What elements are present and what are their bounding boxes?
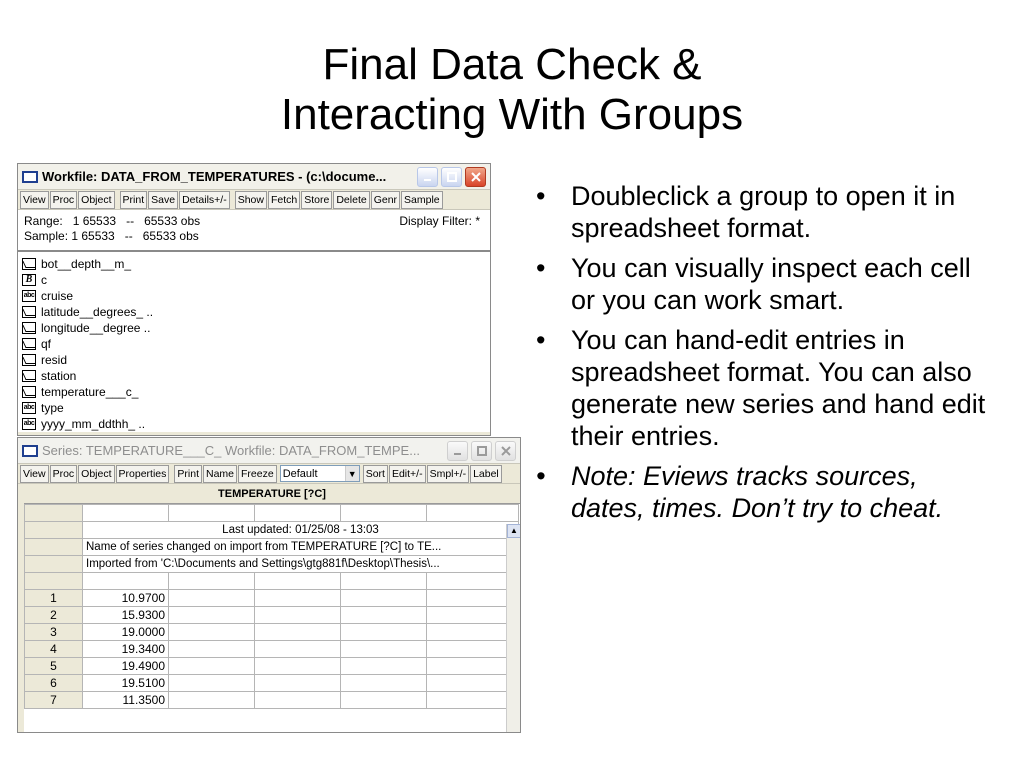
chevron-down-icon: ▼	[345, 466, 359, 481]
slide-title-line-2: Interacting With Groups	[280, 90, 744, 139]
table-cell[interactable]	[427, 658, 519, 675]
value-cell[interactable]: 15.9300	[83, 607, 169, 624]
list-item[interactable]	[22, 320, 486, 336]
alpha-icon: abc	[22, 402, 36, 414]
series-title: Series: TEMPERATURE___C_ Workfile: DATA_FROM_TEMPE...	[42, 443, 421, 458]
table-row	[25, 539, 519, 556]
table-cell[interactable]	[255, 658, 341, 675]
table-row	[25, 573, 519, 590]
close-button[interactable]	[465, 167, 486, 187]
list-item[interactable]	[22, 304, 486, 320]
name-button[interactable]: Name	[203, 465, 237, 483]
table-row	[25, 692, 519, 709]
table-cell[interactable]	[341, 692, 427, 709]
table-cell[interactable]	[255, 624, 341, 641]
view-button[interactable]: View	[20, 191, 49, 209]
series-icon	[22, 370, 36, 382]
table-cell[interactable]	[255, 505, 341, 522]
list-item-label: qf	[41, 337, 52, 351]
list-item-label: latitude__degrees_ ..	[41, 305, 154, 319]
sort-button[interactable]: Sort	[363, 465, 388, 483]
value-cell[interactable]: 19.0000	[83, 624, 169, 641]
sample-select[interactable]	[280, 465, 360, 482]
import-source-cell[interactable]: Imported from 'C:\Documents and Settings\gtg881f\Desktop\Thesis\...	[83, 556, 519, 573]
table-cell[interactable]	[255, 641, 341, 658]
value-cell[interactable]: 11.3500	[83, 692, 169, 709]
row-number[interactable]: 7	[25, 692, 83, 709]
list-item[interactable]	[22, 352, 486, 368]
workfile-title: Workfile: DATA_FROM_TEMPERATURES - (c:\docume...	[42, 169, 387, 184]
alpha-icon: abc	[22, 290, 36, 302]
table-cell[interactable]	[341, 607, 427, 624]
maximize-button[interactable]	[471, 441, 492, 461]
maximize-button[interactable]	[441, 167, 462, 187]
series-icon	[22, 338, 36, 350]
table-cell[interactable]	[255, 675, 341, 692]
proc-button[interactable]: Proc	[50, 465, 78, 483]
close-button[interactable]	[495, 441, 516, 461]
value-cell[interactable]: 19.5100	[83, 675, 169, 692]
table-cell[interactable]	[169, 573, 255, 590]
list-item-label: longitude__degree ..	[41, 321, 151, 335]
table-row	[25, 607, 519, 624]
table-cell[interactable]	[169, 505, 255, 522]
object-button[interactable]: Object	[78, 465, 114, 483]
list-item[interactable]	[22, 288, 486, 304]
list-item-label: resid	[41, 353, 68, 367]
table-cell[interactable]	[169, 675, 255, 692]
slide-title-line-1: Final Data Check &	[322, 40, 702, 89]
list-item-label: bot__depth__m_	[41, 257, 132, 271]
table-cell[interactable]	[169, 658, 255, 675]
list-item-label: c	[41, 273, 47, 287]
properties-button[interactable]: Properties	[116, 465, 170, 483]
close-icon	[501, 446, 511, 456]
table-cell[interactable]	[341, 624, 427, 641]
value-cell[interactable]: 19.4900	[83, 658, 169, 675]
table-cell[interactable]	[427, 505, 519, 522]
table-cell[interactable]	[169, 607, 255, 624]
list-item[interactable]	[22, 256, 486, 272]
store-button[interactable]: Store	[301, 191, 332, 209]
object-button[interactable]: Object	[78, 191, 114, 209]
display-filter[interactable]: Display Filter: *	[399, 214, 480, 228]
table-cell[interactable]	[341, 641, 427, 658]
window-icon	[22, 445, 38, 457]
row-number[interactable]: 1	[25, 590, 83, 607]
list-item[interactable]	[22, 368, 486, 384]
alpha-icon: abc	[22, 418, 36, 430]
table-cell[interactable]	[83, 505, 169, 522]
table-cell[interactable]	[255, 590, 341, 607]
table-cell[interactable]	[169, 624, 255, 641]
window-icon	[22, 171, 38, 183]
list-item-label: type	[41, 401, 64, 415]
row-header	[25, 539, 83, 556]
spreadsheet-table	[24, 504, 519, 709]
sample-text: Sample: 1 65533 -- 65533 obs	[24, 229, 199, 243]
table-row	[25, 522, 519, 539]
table-cell[interactable]	[427, 692, 519, 709]
series-toolbar	[18, 464, 520, 484]
table-cell[interactable]	[427, 675, 519, 692]
list-item[interactable]	[22, 272, 486, 288]
bullet-item: • Doubleclick a group to open it in spreadsheet format.	[528, 180, 998, 244]
view-button[interactable]: View	[20, 465, 49, 483]
range-text: Range: 1 65533 -- 65533 obs	[24, 214, 201, 228]
spreadsheet-grid	[24, 504, 520, 733]
series-window	[17, 437, 521, 733]
sample-select-value: Default	[282, 467, 318, 480]
list-item-label: cruise	[41, 289, 74, 303]
minimize-button[interactable]	[447, 441, 468, 461]
table-cell[interactable]	[169, 692, 255, 709]
minimize-icon	[453, 446, 463, 456]
row-header	[25, 522, 83, 539]
sample-button[interactable]: Sample	[401, 191, 443, 209]
value-cell[interactable]: 10.9700	[83, 590, 169, 607]
table-row	[25, 556, 519, 573]
list-item-label: station	[41, 369, 77, 383]
vertical-scrollbar[interactable]	[506, 524, 520, 733]
genr-button[interactable]: Genr	[371, 191, 400, 209]
scalar-icon: B	[22, 274, 36, 286]
table-cell[interactable]	[169, 590, 255, 607]
table-cell[interactable]	[427, 590, 519, 607]
table-row	[25, 505, 519, 522]
bullet-item: • Note: Eviews tracks sources, dates, times. Don’t try to cheat.	[528, 460, 998, 524]
minimize-button[interactable]	[417, 167, 438, 187]
series-icon	[22, 354, 36, 366]
rename-note-cell[interactable]: Name of series changed on import from TEMPERATURE [?C] to TE...	[83, 539, 519, 556]
save-button[interactable]: Save	[148, 191, 178, 209]
workfile-toolbar	[18, 190, 490, 210]
table-cell[interactable]	[341, 658, 427, 675]
table-cell[interactable]	[341, 590, 427, 607]
list-item[interactable]	[22, 336, 486, 352]
maximize-icon	[447, 172, 457, 182]
list-item[interactable]	[22, 400, 486, 416]
table-row	[25, 658, 519, 675]
workfile-object-list	[18, 252, 490, 432]
table-cell[interactable]	[427, 641, 519, 658]
table-row	[25, 675, 519, 692]
workfile-titlebar[interactable]	[18, 164, 490, 190]
row-header	[25, 573, 83, 590]
row-header	[25, 505, 83, 522]
row-number[interactable]: 2	[25, 607, 83, 624]
edit-button[interactable]: Edit+/-	[389, 465, 426, 483]
bullet-item: • You can visually inspect each cell or you can work smart.	[528, 252, 998, 316]
table-cell[interactable]	[341, 573, 427, 590]
table-cell[interactable]	[427, 573, 519, 590]
list-item[interactable]	[22, 416, 486, 432]
row-number[interactable]: 5	[25, 658, 83, 675]
workfile-window	[17, 163, 491, 436]
proc-button[interactable]: Proc	[50, 191, 78, 209]
table-cell[interactable]	[255, 607, 341, 624]
list-item-label: temperature___c_	[41, 385, 139, 399]
delete-button[interactable]: Delete	[333, 191, 369, 209]
smpl-button[interactable]: Smpl+/-	[427, 465, 469, 483]
last-updated-cell[interactable]: Last updated: 01/25/08 - 13:03	[83, 522, 519, 539]
row-number[interactable]: 4	[25, 641, 83, 658]
table-cell[interactable]	[83, 573, 169, 590]
table-row	[25, 624, 519, 641]
row-number[interactable]: 3	[25, 624, 83, 641]
series-titlebar[interactable]	[18, 438, 520, 464]
table-cell[interactable]	[427, 607, 519, 624]
table-cell[interactable]	[341, 505, 427, 522]
print-button[interactable]: Print	[120, 191, 148, 209]
minimize-icon	[423, 172, 433, 182]
close-icon	[471, 172, 481, 182]
table-cell[interactable]	[255, 692, 341, 709]
row-header	[25, 556, 83, 573]
fetch-button[interactable]: Fetch	[268, 191, 300, 209]
series-icon	[22, 306, 36, 318]
print-button[interactable]: Print	[174, 465, 202, 483]
workfile-info	[18, 210, 490, 252]
slide-title	[0, 40, 1024, 140]
show-button[interactable]: Show	[235, 191, 267, 209]
table-cell[interactable]	[341, 675, 427, 692]
list-item-label: yyyy_mm_ddthh_ ..	[41, 417, 146, 431]
table-cell[interactable]	[169, 641, 255, 658]
list-item[interactable]	[22, 384, 486, 400]
table-row	[25, 590, 519, 607]
table-cell[interactable]	[427, 624, 519, 641]
bullet-item: • You can hand-edit entries in spreadsheet format. You can also generate new series and hand edit their entries.	[528, 324, 998, 452]
table-row	[25, 641, 519, 658]
row-number[interactable]: 6	[25, 675, 83, 692]
details-button[interactable]: Details+/-	[179, 191, 230, 209]
table-cell[interactable]	[255, 573, 341, 590]
freeze-button[interactable]: Freeze	[238, 465, 277, 483]
label-button[interactable]: Label	[470, 465, 502, 483]
scroll-up-icon[interactable]: ▲	[507, 524, 521, 538]
series-icon	[22, 386, 36, 398]
maximize-icon	[477, 446, 487, 456]
value-cell[interactable]: 19.3400	[83, 641, 169, 658]
bullet-list	[528, 180, 998, 532]
series-column-header: TEMPERATURE [?C]	[24, 484, 520, 504]
series-icon	[22, 258, 36, 270]
series-icon	[22, 322, 36, 334]
